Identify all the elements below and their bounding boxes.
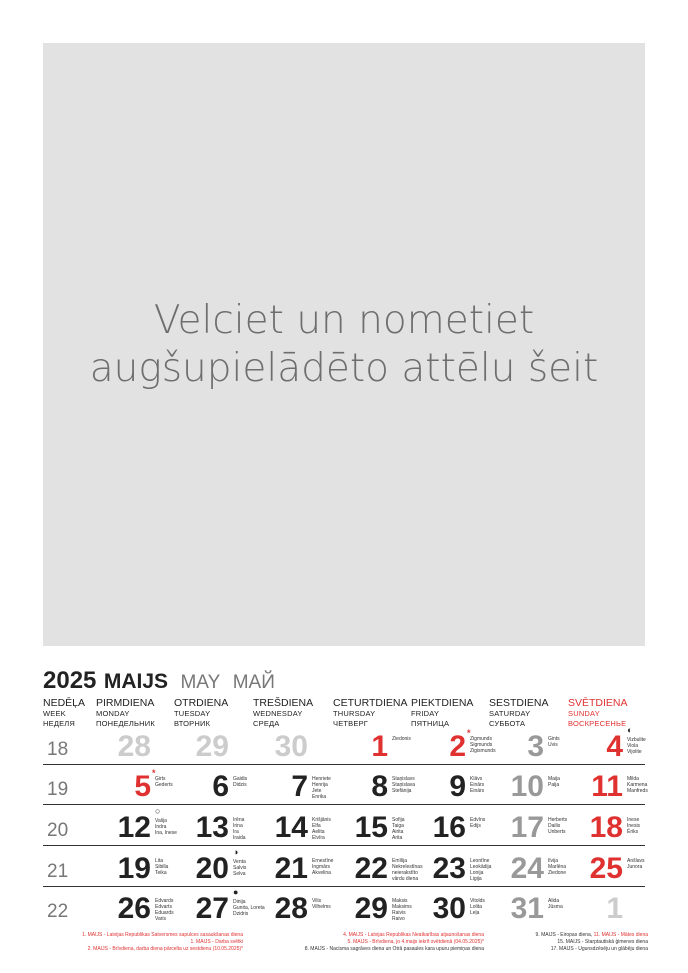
name-days: Vitolds Lolita Leļa [470,898,485,916]
day-cell[interactable] [567,725,646,765]
day-number: 28 [117,730,151,763]
day-number: 9 [449,770,466,803]
name-days: Milda Karmena Manfreds [627,776,648,794]
day-number: 7 [291,770,308,803]
day-header-label-lv: PIRMDIENA [96,697,155,709]
week-label-lv: NEDĒĻA [43,697,86,709]
day-header-label-en: SUNDAY [568,709,600,718]
name-days: Gints Uvis [548,736,560,748]
day-number: 30 [274,730,308,763]
day-cell[interactable] [332,850,423,887]
footer-note: 8. MAIJS - Nacisma sagrāves diena un Otrā pasaules kara upuru piemiņas diena [304,946,484,952]
day-cell[interactable] [95,890,173,927]
day-cell[interactable] [567,768,648,805]
day-cell[interactable] [173,847,251,887]
month-label-lv: MAIJS [103,670,169,693]
name-days: Staņislavs Staņislava Stefānija [392,776,416,794]
week-number: 21 [47,861,69,882]
day-header-label-ru: ПОНЕДЕЛЬНИК [96,719,155,728]
day-number: 6 [212,770,229,803]
name-days: Lita Sibilla Teika [155,858,169,876]
name-days: Edvīns Edijs [470,817,486,829]
day-number: 4 [606,730,623,763]
day-cell[interactable] [567,890,645,927]
day-cell[interactable] [252,890,330,927]
day-number: 27 [195,892,229,925]
day-header-label-en: FRIDAY [411,709,440,718]
day-cell[interactable] [567,809,645,846]
name-days: Irēna Irina Ira Iraida [233,817,246,841]
day-header-label-en: SATURDAY [489,709,531,718]
day-number: 14 [274,811,308,844]
name-days: Ziedonis [392,736,411,742]
day-cell[interactable] [488,850,566,887]
week-row [43,725,646,765]
day-number: 24 [510,852,544,885]
day-cell[interactable] [252,728,330,765]
footer-note: 4. MAIJS - Latvijas Republikas Neatkarības atjaunošanas diena [343,932,484,938]
day-header-friday [411,697,473,729]
day-number: 12 [117,811,151,844]
week-column-header [43,697,85,729]
day-number: 21 [274,852,308,885]
day-number: 23 [432,852,466,885]
day-number: 19 [117,852,151,885]
day-cell[interactable] [488,768,566,805]
moon-phase-icon: ◐ [627,725,633,735]
day-header-label-en: WEDNESDAY [253,709,303,718]
week-number: 22 [47,901,69,922]
day-cell[interactable] [410,890,488,927]
day-header-label-ru: ВТОРНИК [174,719,211,728]
week-label-en: WEEK [43,709,66,718]
day-cell[interactable] [173,768,251,805]
name-days: Henriete Henrija Jete Enrika [312,776,331,800]
day-number: 1 [606,892,623,925]
day-cell[interactable] [332,890,410,927]
footer-col-2 [262,932,484,953]
day-number: 29 [195,730,229,763]
name-days: Krišjānis Elfa Aelita Elvīra [312,817,331,841]
day-header-label-lv: CETURTDIENA [333,697,408,709]
week-number: 20 [47,820,69,841]
name-days: Vizbulite Viola Vijolite [627,737,646,755]
name-days: Valija Indra Ina, Inese [155,818,177,836]
day-header-label-ru: ЧЕТВЕРГ [333,719,369,728]
name-days: Zigmunds Sigmunds Zigismunds [470,736,496,754]
day-header-label-ru: СУББОТА [489,719,526,728]
day-header-sunday [568,697,628,729]
day-cell[interactable] [332,728,410,765]
footer-note: 1. MAIJS - Darba svētki [190,939,243,945]
name-days: Venta Salvis Selva [233,859,247,877]
year-label: 2025 [43,667,97,694]
day-header-tuesday [174,697,228,729]
calendar-heading [43,668,275,694]
name-days: Emīlija Nekrelestīnas neierakstīto vārdu diena [392,858,423,882]
day-cell[interactable] [410,728,496,765]
day-header-label-lv: TREŠDIENA [253,697,314,709]
day-number: 10 [510,770,544,803]
day-cell[interactable] [488,809,566,846]
name-days: Maija Paija [548,776,560,788]
week-row [43,887,645,927]
day-number: 30 [432,892,466,925]
day-cell[interactable] [252,850,334,887]
week-number: 18 [47,739,69,760]
week-label-ru: НЕДЕЛЯ [43,719,76,728]
day-number: 5 [134,770,151,803]
name-days: Alida Jūsma [548,898,563,910]
day-number: 20 [195,852,229,885]
day-header-thursday [333,697,407,729]
footer-note: 17. MAIJS - Ugunsdzēsēju un glābēju diena [550,946,648,952]
day-cell[interactable] [173,809,251,846]
day-cell[interactable] [95,728,173,765]
week-row [43,806,645,846]
footer-note: 2. MAIJS - Brīvdiena, darba diena pārcelta uz sestdienu (10.05.2025)* [87,946,243,952]
name-days: Ernestīne Ingmārs Akvelina [312,858,334,876]
day-cell[interactable] [410,768,488,805]
name-days: Anšlavs Junora [627,858,645,870]
holiday-star-icon: * [467,728,471,738]
footer-col-1 [43,932,243,953]
week-number: 19 [47,779,69,800]
day-header-label-en: THURSDAY [333,709,376,718]
footer-note: 9. MAIJS - Eiropas diena, 11. MAIJS - Mātes diena [535,932,648,938]
day-number: 29 [354,892,388,925]
day-cell[interactable] [95,768,173,805]
name-days: Ģirts Gederts [155,776,173,788]
month-label-en: MAY [180,672,221,693]
day-number: 3 [527,730,544,763]
day-header-label-ru: ПЯТНИЦА [411,719,450,728]
day-number: 2 [449,730,466,763]
footer-note: 1. MAIJS - Latvijas Republikas Satversmes sapulces sasaukšanas diena [82,932,243,938]
day-cell[interactable] [252,809,330,846]
day-cell[interactable] [410,850,492,887]
name-days: Sofija Taiga Airita Arita [392,817,405,841]
day-number: 17 [510,811,544,844]
day-header-monday [96,697,155,729]
day-number: 16 [432,811,466,844]
day-header-label-ru: ВОСКРЕСЕНЬЕ [568,719,627,728]
day-header-label-en: TUESDAY [174,709,211,718]
day-number: 31 [510,892,544,925]
day-cell[interactable] [332,809,410,846]
month-label-ru: МАЙ [232,672,275,693]
day-cell[interactable] [488,890,566,927]
week-row [43,847,645,887]
name-days: Maksis Maksims Raivis Raivo [392,898,412,922]
footer-note: 15. MAIJS - Starptautiskā ģimenes diena [557,939,648,945]
name-days: Herberts Dailis Unberts [548,817,568,835]
name-days: Gaidis Didzis [233,776,248,788]
upload-hint: Velciet un nometiet augšupielādēto attēlu šeit [89,297,599,391]
day-header-label-lv: PIEKTDIENA [411,697,474,709]
day-cell[interactable] [95,806,177,846]
footer-col-3 [490,932,648,953]
day-header-saturday [489,697,549,729]
day-header-label-ru: СРЕДА [253,719,280,728]
day-cell[interactable] [332,768,416,805]
day-cell[interactable] [173,887,265,927]
day-cell[interactable] [173,728,251,765]
day-number: 1 [371,730,388,763]
week-row [43,768,648,805]
holiday-star-icon: * [152,768,156,778]
moon-phase-icon: ◑ [233,847,239,857]
day-header-label-en: MONDAY [96,709,130,718]
name-days: Klāvs Einārs Einārs [470,776,485,794]
name-days: Inese Inesis Ēriks [627,817,641,835]
moon-phase-icon: ○ [155,806,161,816]
name-days: Vilis Vilhelms [312,898,331,910]
day-header-wednesday [253,697,313,729]
day-header-label-lv: SESTDIENA [489,697,549,709]
day-number: 13 [195,811,229,844]
day-number: 28 [274,892,308,925]
day-number: 8 [371,770,388,803]
day-number: 25 [589,852,623,885]
day-header-label-lv: OTRDIENA [174,697,229,709]
moon-phase-icon: ● [233,887,239,897]
footer-note: 5. MAIJS - Brīvdiena, jo 4.maijs iekrīt svētdienā (04.05.2025)* [347,939,484,945]
day-cell[interactable] [410,809,488,846]
day-number: 15 [354,811,388,844]
day-cell[interactable] [567,850,645,887]
day-number: 22 [354,852,388,885]
day-number: 26 [117,892,151,925]
name-days: Edvards Edvarts Eduards Varis [155,898,174,922]
photo-placeholder[interactable] [43,43,645,646]
name-days: Ilvija Marlēna Ziedone [548,858,567,876]
day-number: 11 [591,770,623,803]
day-cell[interactable] [95,850,173,887]
name-days: Leontīne Leokādija Lonija Ligija [470,858,492,882]
day-cell[interactable] [252,768,330,805]
day-cell[interactable] [488,728,566,765]
day-number: 18 [589,811,623,844]
name-days: Dinija Gunita, Loreta Dzidris [233,899,265,917]
day-header-label-lv: SVĒTDIENA [568,697,628,709]
